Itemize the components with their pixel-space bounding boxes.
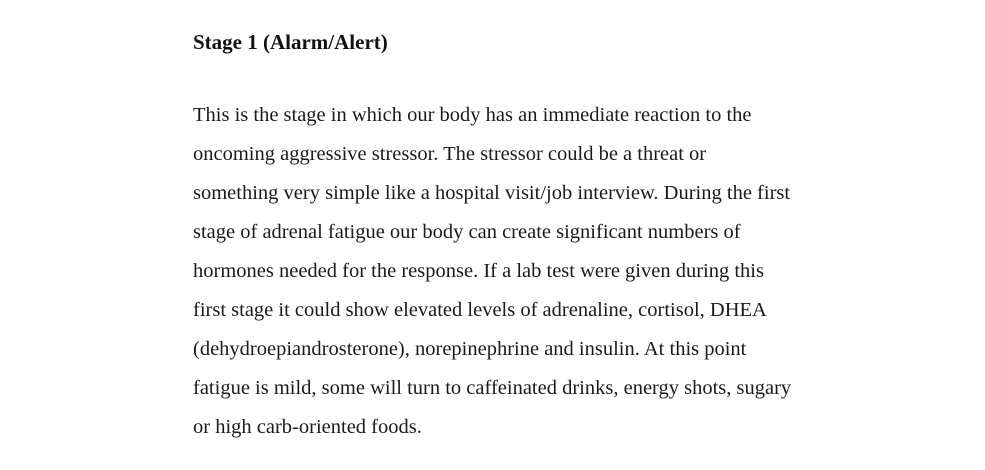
paragraph-line: first stage it could show elevated levels of adrenaline, cortisol, DHEA [193,299,767,321]
paragraph-line: oncoming aggressive stressor. The stressor could be a threat or [193,143,707,165]
paragraph-line: fatigue is mild, some will turn to caffeinated drinks, energy shots, sugary [193,377,792,399]
paragraph-line: stage of adrenal fatigue our body can create significant numbers of [193,221,741,243]
paragraph-line: or high carb-oriented foods. [193,416,422,438]
paragraph-line: (dehydroepiandrosterone), norepinephrine and insulin. At this point [193,338,747,360]
section-paragraph [193,57,858,447]
article-section [193,0,858,447]
paragraph-line: This is the stage in which our body has an immediate reaction to the [193,104,752,126]
paragraph-line: something very simple like a hospital visit/job interview. During the first [193,182,791,204]
paragraph-line: hormones needed for the response. If a lab test were given during this [193,260,764,282]
section-heading: Stage 1 (Alarm/Alert) [193,30,388,54]
